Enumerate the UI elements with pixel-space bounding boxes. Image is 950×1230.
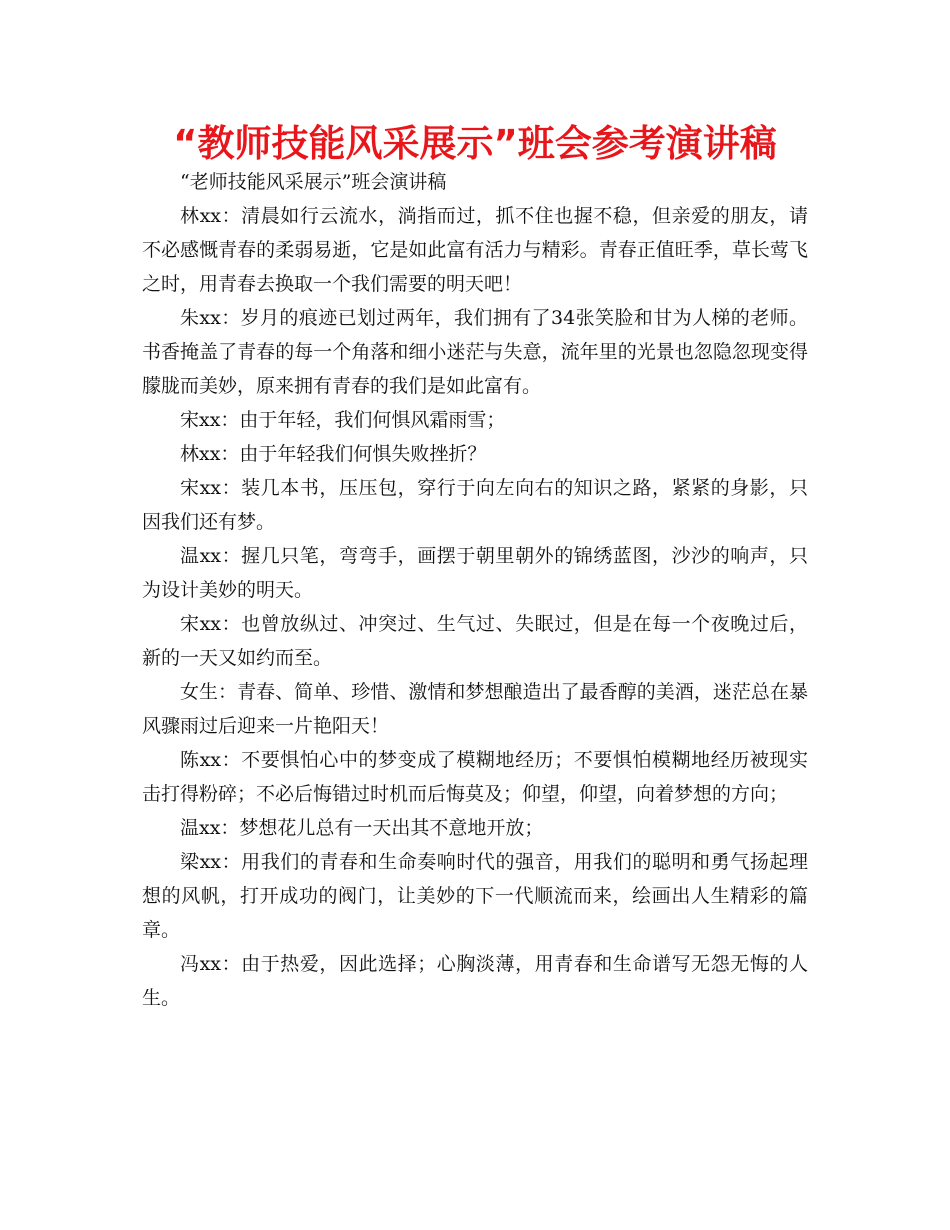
paragraph: 冯xx：由于热爱，因此选择；心胸淡薄，用青春和生命谱写无怨无悔的人生。 <box>142 953 808 1009</box>
paragraph: 宋xx：也曾放纵过、冲突过、生气过、失眠过，但是在每一个夜晚过后，新的一天又如约而至。 <box>142 613 808 669</box>
document-body <box>142 165 808 1015</box>
paragraph: 陈xx：不要惧怕心中的梦变成了模糊地经历；不要惧怕模糊地经历被现实击打得粉碎；不必后悔错过时机而后悔莫及；仰望，仰望，向着梦想的方向； <box>142 749 808 805</box>
paragraph: 朱xx：岁月的痕迹已划过两年，我们拥有了34张笑脸和甘为人梯的老师。书香掩盖了青春的每一个角落和细小迷茫与失意，流年里的光景也忽隐忽现变得朦胧而美妙，原来拥有青春的我们是如此富有。 <box>142 307 808 397</box>
paragraph: 林xx：由于年轻我们何惧失败挫折？ <box>180 443 487 465</box>
paragraph: 女生：青春、简单、珍惜、激情和梦想酿造出了最香醇的美酒，迷茫总在暴风骤雨过后迎来一片艳阳天！ <box>142 681 808 737</box>
document-subtitle: “老师技能风采展示”班会演讲稿 <box>180 171 447 193</box>
paragraph: 温xx：握几只笔，弯弯手，画摆于朝里朝外的锦绣蓝图，沙沙的响声，只为设计美妙的明天。 <box>142 545 808 601</box>
paragraph: 宋xx：装几本书，压压包，穿行于向左向右的知识之路，紧紧的身影，只因我们还有梦。 <box>142 477 808 533</box>
paragraph: 林xx：清晨如行云流水，淌指而过，抓不住也握不稳，但亲爱的朋友，请不必感慨青春的柔弱易逝，它是如此富有活力与精彩。青春正值旺季，草长莺飞之时，用青春去换取一个我们需要的明天吧！ <box>142 205 808 295</box>
paragraph: 宋xx：由于年轻，我们何惧风霜雨雪； <box>180 409 506 431</box>
document-title: “教师技能风采展示”班会参考演讲稿 <box>173 122 777 165</box>
paragraph: 温xx：梦想花儿总有一天出其不意地开放； <box>180 817 544 839</box>
paragraph: 梁xx：用我们的青春和生命奏响时代的强音，用我们的聪明和勇气扬起理想的风帆，打开成功的阀门，让美妙的下一代顺流而来，绘画出人生精彩的篇章。 <box>142 851 808 941</box>
